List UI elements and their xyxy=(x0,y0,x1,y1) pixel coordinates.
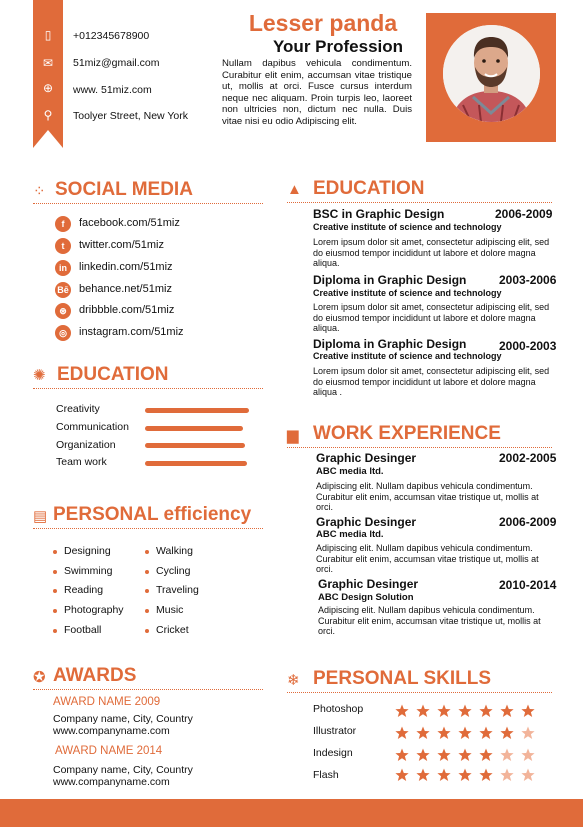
resume-profession: Your Profession xyxy=(272,37,404,56)
efficiency-item: Music xyxy=(156,604,184,616)
social-link-text[interactable]: facebook.com/51miz xyxy=(79,217,180,229)
star-icon xyxy=(395,768,409,782)
rating-stars xyxy=(395,748,555,762)
star-icon xyxy=(500,768,514,782)
social-link-text[interactable]: dribbble.com/51miz xyxy=(79,304,175,316)
star-icon xyxy=(395,704,409,718)
award-name: AWARD NAME 2014 xyxy=(55,745,163,757)
education-degree: Diploma in Graphic Design xyxy=(313,273,467,287)
phone-icon: ▯ xyxy=(44,28,52,42)
award-name: AWARD NAME 2009 xyxy=(53,696,161,708)
star-icon xyxy=(437,748,451,762)
work-desc: Adipiscing elit. Nullam dapibus vehicula condimentum. Curabitur elit enim, accumsan vitae tristique ut, mollis at orci. xyxy=(316,543,539,574)
work-title: WORK EXPERIENCE xyxy=(313,423,501,444)
star-icon xyxy=(437,768,451,782)
awards-title: AWARDS xyxy=(53,665,137,686)
personal-skills-title: PERSONAL SKILLS xyxy=(313,668,492,689)
efficiency-item: Swimming xyxy=(64,565,113,577)
award-site[interactable]: www.companyname.com xyxy=(53,725,170,737)
education-title: EDUCATION xyxy=(313,178,425,199)
social-link-text[interactable]: instagram.com/51miz xyxy=(79,326,184,338)
efficiency-item: Traveling xyxy=(156,584,199,596)
efficiency-title: PERSONAL efficiency xyxy=(53,504,252,525)
star-icon xyxy=(500,726,514,740)
efficiency-item: Cycling xyxy=(156,565,191,577)
star-icon xyxy=(437,704,451,718)
medal-icon: ✪ xyxy=(33,669,46,686)
education-desc: Lorem ipsum dolor sit amet, consectetur adipiscing elit, sed do eiusmod tempor incididunt ut labore et dolore magna aliqua. xyxy=(313,237,550,268)
education-years: 2000-2003 xyxy=(499,339,557,353)
star-icon xyxy=(479,704,493,718)
skill-label: Creativity xyxy=(56,403,100,415)
efficiency-item: Football xyxy=(64,624,102,636)
linkedin-icon: in xyxy=(55,260,71,276)
efficiency-item: Designing xyxy=(64,545,111,557)
work-divider xyxy=(287,447,552,448)
snowflake-icon: ❄ xyxy=(287,672,300,689)
social-link-text[interactable]: linkedin.com/51miz xyxy=(79,261,173,273)
work-desc: Adipiscing elit. Nullam dapibus vehicula condimentum. Curabitur elit enim, accumsan vitae tristique ut, mollis at orci. xyxy=(318,605,541,636)
work-company: ABC media ltd. xyxy=(316,466,384,477)
work-company: ABC Design Solution xyxy=(318,592,414,603)
skill-bar xyxy=(145,443,245,448)
education-years: 2006-2009 xyxy=(495,207,553,221)
education-degree: BSC in Graphic Design xyxy=(313,207,445,221)
efficiency-divider xyxy=(33,528,263,529)
skill-bar xyxy=(145,426,243,431)
star-icon xyxy=(395,748,409,762)
resume-name: Lesser panda xyxy=(248,10,398,36)
social-link-text[interactable]: behance.net/51miz xyxy=(79,283,172,295)
work-role: Graphic Desinger xyxy=(316,515,417,529)
education-institute: Creative institute of science and technology xyxy=(313,288,502,298)
mail-icon: ✉ xyxy=(42,56,54,70)
star-icon xyxy=(521,768,535,782)
work-years: 2010-2014 xyxy=(499,578,557,592)
footer-bar xyxy=(0,799,583,827)
award-company: Company name, City, Country xyxy=(53,764,193,776)
personal-skill-label: Photoshop xyxy=(313,703,364,715)
social-divider xyxy=(33,203,263,204)
instagram-icon: ◎ xyxy=(55,325,71,341)
star-icon xyxy=(416,748,430,762)
star-icon xyxy=(479,726,493,740)
profile-photo xyxy=(443,25,540,122)
skills-left-title: EDUCATION xyxy=(57,364,169,385)
work-company: ABC media ltd. xyxy=(316,529,384,540)
work-desc: Adipiscing elit. Nullam dapibus vehicula condimentum. Curabitur elit enim, accumsan vitae tristique ut, mollis at orci. xyxy=(316,481,539,512)
brain-icon: ✺ xyxy=(33,367,46,384)
work-years: 2002-2005 xyxy=(499,451,557,465)
graduation-cap-icon: ▲ xyxy=(287,181,302,198)
contact-address: Toolyer Street, New York xyxy=(73,110,188,122)
star-icon xyxy=(521,704,535,718)
globe-icon: ⊕ xyxy=(42,81,54,95)
skills-left-divider xyxy=(33,388,263,389)
facebook-icon: f xyxy=(55,216,71,232)
star-icon xyxy=(416,726,430,740)
education-degree: Diploma in Graphic Design xyxy=(313,337,467,351)
twitter-icon: t xyxy=(55,238,71,254)
contact-website[interactable]: www. 51miz.com xyxy=(73,84,152,96)
star-icon xyxy=(416,704,430,718)
efficiency-item: Photography xyxy=(64,604,124,616)
personal-skills-divider xyxy=(287,692,552,693)
rating-stars xyxy=(395,726,555,740)
location-pin-icon: ⚲ xyxy=(43,108,53,122)
personal-skill-label: Indesign xyxy=(313,747,353,759)
star-icon xyxy=(500,704,514,718)
document-icon: ▤ xyxy=(33,508,48,525)
education-desc: Lorem ipsum dolor sit amet, consectetur adipiscing elit, sed do eiusmod tempor incididunt ut labore et dolore magna aliqua . xyxy=(313,366,550,397)
education-institute: Creative institute of science and technology xyxy=(313,351,502,361)
star-icon xyxy=(479,768,493,782)
work-role: Graphic Desinger xyxy=(316,451,417,465)
awards-divider xyxy=(33,689,263,690)
contact-email[interactable]: 51miz@gmail.com xyxy=(73,57,160,69)
star-icon xyxy=(395,726,409,740)
award-site[interactable]: www.companyname.com xyxy=(53,776,170,788)
skill-bar xyxy=(145,408,249,413)
skill-bar xyxy=(145,461,247,466)
rating-stars xyxy=(395,768,555,782)
work-years: 2006-2009 xyxy=(499,515,557,529)
work-role: Graphic Desinger xyxy=(318,577,419,591)
skill-label: Communication xyxy=(56,421,129,433)
star-icon xyxy=(437,726,451,740)
skill-label: Organization xyxy=(56,439,116,451)
efficiency-item: Cricket xyxy=(156,624,189,636)
education-divider xyxy=(287,202,552,203)
briefcase-icon: ▆ xyxy=(287,427,299,444)
education-years: 2003-2006 xyxy=(499,273,557,287)
star-icon xyxy=(458,748,472,762)
dribbble-icon: ⊛ xyxy=(55,303,71,319)
star-icon xyxy=(458,726,472,740)
efficiency-item: Walking xyxy=(156,545,193,557)
star-icon xyxy=(458,704,472,718)
star-icon xyxy=(500,748,514,762)
social-media-title: SOCIAL MEDIA xyxy=(55,179,193,200)
star-icon xyxy=(416,768,430,782)
education-institute: Creative institute of science and technology xyxy=(313,222,502,232)
personal-skill-label: Flash xyxy=(313,769,339,781)
award-company: Company name, City, Country xyxy=(53,713,193,725)
social-link-text[interactable]: twitter.com/51miz xyxy=(79,239,164,251)
behance-icon: Bē xyxy=(55,282,71,298)
star-icon xyxy=(521,726,535,740)
contact-strip-notch xyxy=(33,130,63,148)
rating-stars xyxy=(395,704,555,718)
education-desc: Lorem ipsum dolor sit amet, consectetur adipiscing elit, sed do eiusmod tempor incididunt ut labore et dolore magna aliqua. xyxy=(313,302,550,333)
star-icon xyxy=(479,748,493,762)
efficiency-item: Reading xyxy=(64,584,104,596)
skill-label: Team work xyxy=(56,456,107,468)
contact-phone: +012345678900 xyxy=(73,30,150,42)
star-icon xyxy=(458,768,472,782)
star-icon xyxy=(521,748,535,762)
intro-text: Nullam dapibus vehicula condimentum. Curabitur elit enim, accumsan vitae tristique ut, mollis at orci. Fusce cursus interdum neque nec aliquam. Proin turpis leo, laoreet non ultricies non, dictum nec nulla. Duis vitae nisi eu odio Adipiscing elit. xyxy=(222,58,412,127)
network-icon: ⁘ xyxy=(33,183,46,200)
contact-strip xyxy=(33,0,63,148)
personal-skill-label: Illustrator xyxy=(313,725,357,737)
